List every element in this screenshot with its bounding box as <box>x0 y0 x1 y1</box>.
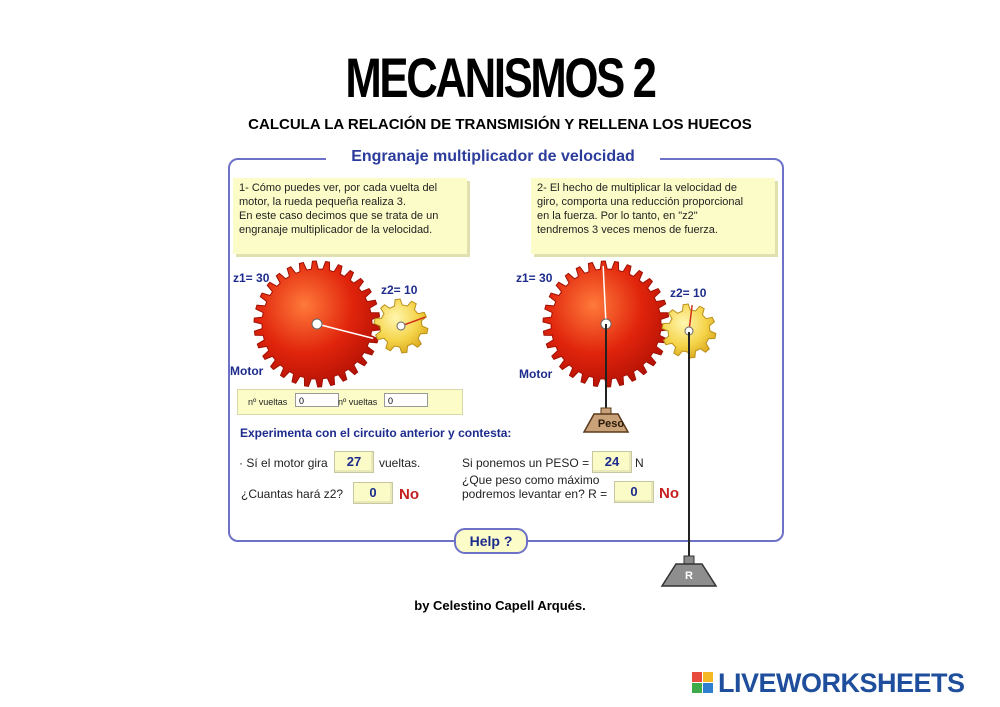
note-line: giro, comporta una reducción proporcional <box>537 196 744 208</box>
q4-line2: podremos levantar en? R = <box>462 487 608 501</box>
r-label: R <box>685 570 693 582</box>
q3-unit: N <box>635 456 644 470</box>
q1-suffix: vueltas. <box>379 456 421 470</box>
peso-input[interactable]: 24 <box>592 451 632 473</box>
z2-label-left: z2= 10 <box>381 283 418 297</box>
note-line: en la fuerza. Por lo tanto, en "z2" <box>537 210 698 222</box>
counter-label-2: nº vueltas <box>338 397 378 407</box>
gear-z1-left[interactable] <box>254 261 380 387</box>
note-line: 1- Cómo puedes ver, por cada vuelta del <box>239 182 438 194</box>
counter-label-1: nº vueltas <box>248 397 288 407</box>
note-line: 2- El hecho de multiplicar la velocidad de <box>537 182 737 194</box>
motor-label-left: Motor <box>230 364 264 378</box>
z2-label-right: z2= 10 <box>670 286 707 300</box>
brand-name: LIVEWORKSHEETS <box>718 668 965 698</box>
note-line: tendremos 3 veces menos de fuerza. <box>537 224 718 236</box>
q4-line1: ¿Que peso como máximo <box>462 473 600 487</box>
page-subtitle: CALCULA LA RELACIÓN DE TRANSMISIÓN Y RELLENA LOS HUECOS <box>248 116 752 133</box>
instruction-heading: Experimenta con el circuito anterior y contesta: <box>240 426 512 440</box>
liveworksheets-logo-icon <box>692 672 714 694</box>
panel-title: Engranaje multiplicador de velocidad <box>326 146 660 168</box>
motor-turns-input[interactable]: 27 <box>334 451 374 473</box>
z1-label-left: z1= 30 <box>233 271 270 285</box>
counter-value-2: 0 <box>384 393 428 407</box>
turn-counter-box <box>237 389 463 415</box>
q3-prefix: Si ponemos un PESO = <box>462 456 590 470</box>
counter-value-1: 0 <box>295 393 339 407</box>
r-input[interactable]: 0 <box>614 481 654 503</box>
author-credit: by Celestino Capell Arqués. <box>414 598 586 613</box>
help-button[interactable]: Help ? <box>454 528 528 554</box>
note-line: motor, la rueda pequeña realiza 3. <box>239 196 406 208</box>
q4-result: No <box>659 485 679 502</box>
z2-turns-input[interactable]: 0 <box>353 482 393 504</box>
note-line: engranaje multiplicador de la velocidad. <box>239 224 433 236</box>
note-line: En este caso decimos que se trata de un <box>239 210 439 222</box>
z1-label-right: z1= 30 <box>516 271 553 285</box>
q2-result: No <box>399 486 419 503</box>
page-title: MECANISMOS 2 <box>345 46 655 109</box>
q2-text: ¿Cuantas hará z2? <box>241 487 344 501</box>
q1-prefix: · Sí el motor gira <box>239 456 328 470</box>
motor-label-right: Motor <box>519 367 553 381</box>
peso-label: Peso <box>597 418 625 430</box>
gear-z2-left[interactable] <box>374 299 428 353</box>
